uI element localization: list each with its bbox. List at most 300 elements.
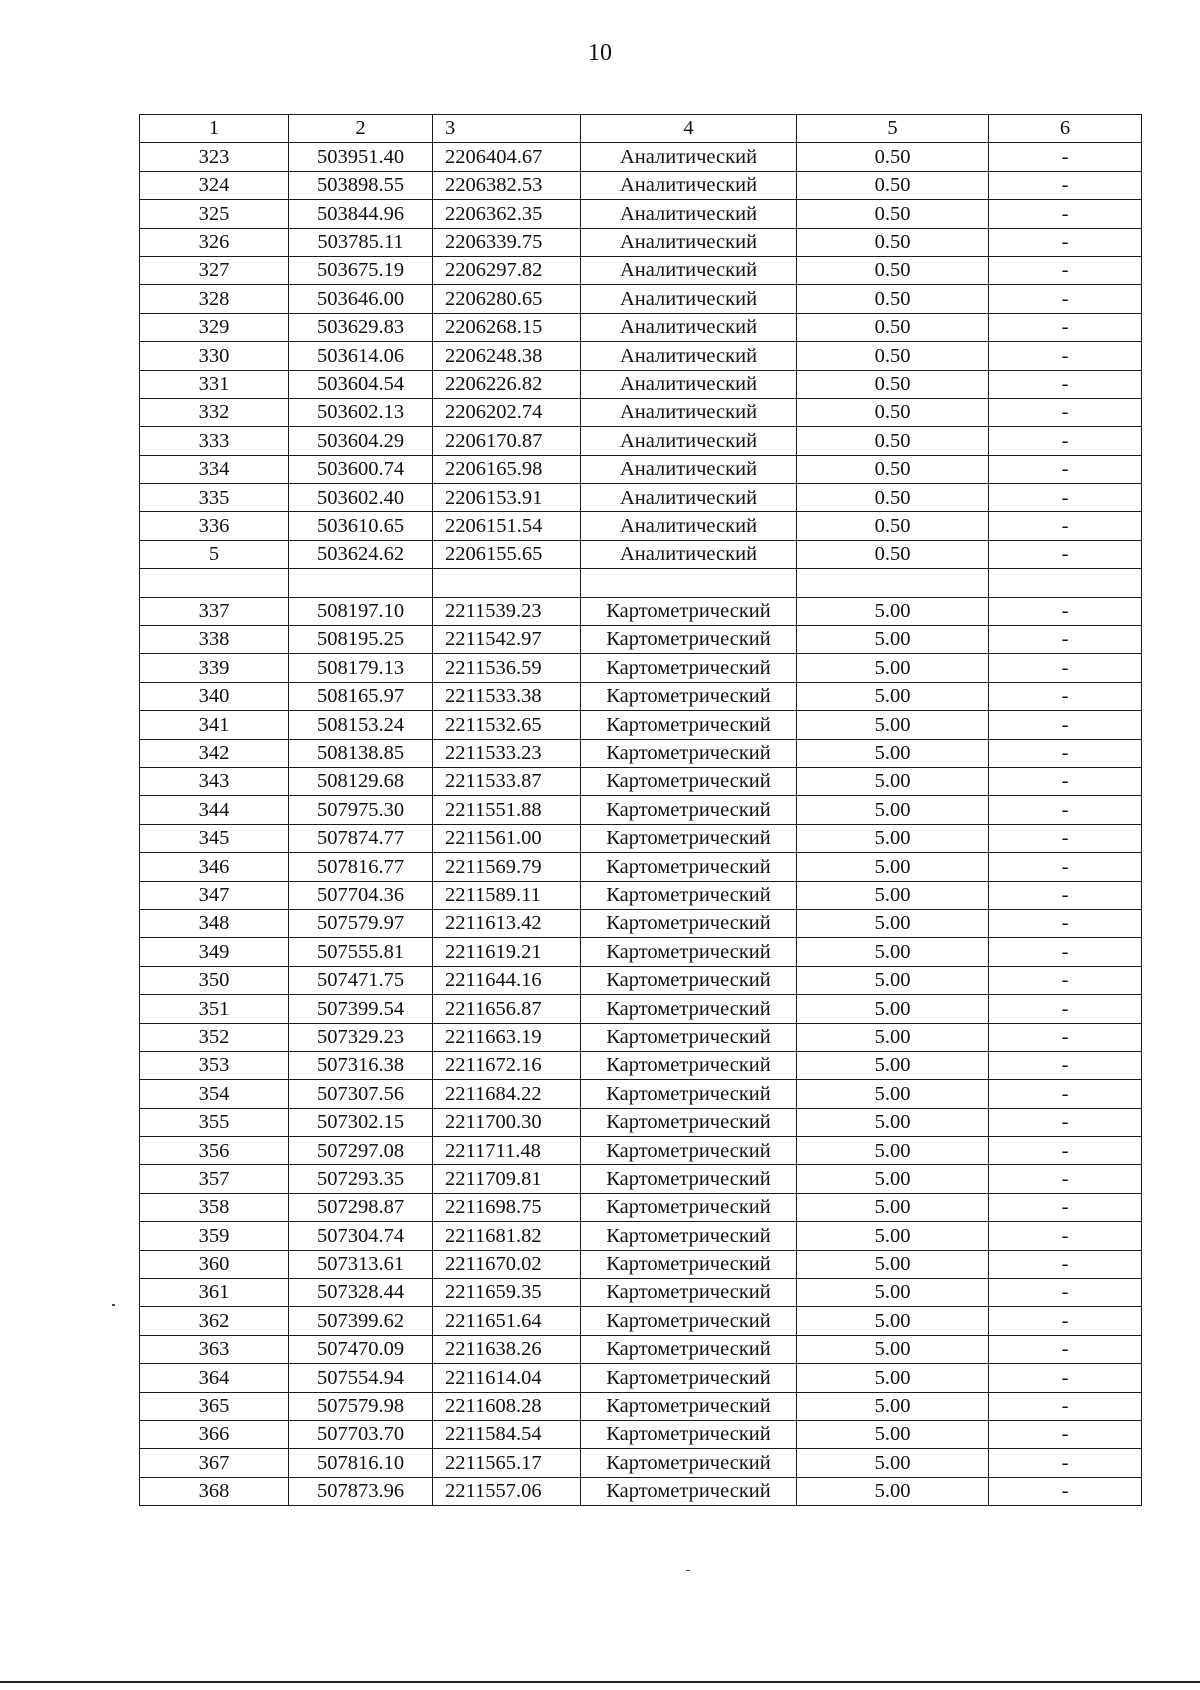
cell-coord-y: 2206165.98 bbox=[433, 455, 581, 483]
cell-point-number: 339 bbox=[140, 654, 289, 682]
cell-point-number: 324 bbox=[140, 171, 289, 199]
cell-note: - bbox=[989, 370, 1142, 398]
cell-coord-y: 2206155.65 bbox=[433, 540, 581, 568]
cell-accuracy: 0.50 bbox=[797, 200, 989, 228]
scan-speck bbox=[686, 1570, 690, 1571]
cell-accuracy: 0.50 bbox=[797, 143, 989, 171]
cell-accuracy: 0.50 bbox=[797, 455, 989, 483]
cell-accuracy: 5.00 bbox=[797, 1165, 989, 1193]
cell-accuracy: 5.00 bbox=[797, 626, 989, 654]
cell-coord-y: 2211638.26 bbox=[433, 1335, 581, 1363]
cell-note: - bbox=[989, 1420, 1142, 1448]
cell-method: Картометрический bbox=[581, 824, 797, 852]
cell-accuracy: 5.00 bbox=[797, 1080, 989, 1108]
cell-coord-y: 2211698.75 bbox=[433, 1193, 581, 1221]
cell-point-number: 352 bbox=[140, 1023, 289, 1051]
cell-point-number: 356 bbox=[140, 1137, 289, 1165]
cell-coord-x: 507298.87 bbox=[289, 1193, 433, 1221]
cell-accuracy: 5.00 bbox=[797, 853, 989, 881]
cell-note: - bbox=[989, 966, 1142, 994]
table-row bbox=[140, 654, 1142, 682]
cell-coord-x: 503675.19 bbox=[289, 256, 433, 284]
cell-coord-x: 503602.40 bbox=[289, 484, 433, 512]
table-row bbox=[140, 853, 1142, 881]
cell-method: Картометрический bbox=[581, 1307, 797, 1335]
cell-method: Аналитический bbox=[581, 427, 797, 455]
cell-coord-x: 503785.11 bbox=[289, 228, 433, 256]
cell-accuracy: 0.50 bbox=[797, 285, 989, 313]
cell-coord-x: 507874.77 bbox=[289, 824, 433, 852]
table-row bbox=[140, 1449, 1142, 1477]
cell-point-number: 351 bbox=[140, 995, 289, 1023]
cell-method: Картометрический bbox=[581, 682, 797, 710]
table-row bbox=[140, 512, 1142, 540]
cell-coord-x: 507302.15 bbox=[289, 1108, 433, 1136]
cell-method: Картометрический bbox=[581, 1364, 797, 1392]
cell-method: Аналитический bbox=[581, 143, 797, 171]
cell-point-number: 326 bbox=[140, 228, 289, 256]
cell-note: - bbox=[989, 1335, 1142, 1363]
cell-coord-y: 2206404.67 bbox=[433, 143, 581, 171]
cell-coord-y: 3 bbox=[433, 115, 581, 143]
cell-accuracy: 5.00 bbox=[797, 824, 989, 852]
cell-note: - bbox=[989, 853, 1142, 881]
cell-note: - bbox=[989, 1080, 1142, 1108]
cell-note: - bbox=[989, 739, 1142, 767]
cell-note: - bbox=[989, 597, 1142, 625]
cell-point-number: 329 bbox=[140, 313, 289, 341]
cell-note: - bbox=[989, 427, 1142, 455]
cell-point-number: 323 bbox=[140, 143, 289, 171]
cell-method bbox=[581, 569, 797, 597]
cell-accuracy: 0.50 bbox=[797, 256, 989, 284]
cell-method: Аналитический bbox=[581, 200, 797, 228]
cell-accuracy: 5.00 bbox=[797, 1307, 989, 1335]
cell-point-number: 346 bbox=[140, 853, 289, 881]
table-row bbox=[140, 1307, 1142, 1335]
cell-method: Картометрический bbox=[581, 1392, 797, 1420]
cell-coord-x: 503604.54 bbox=[289, 370, 433, 398]
cell-coord-x: 507316.38 bbox=[289, 1051, 433, 1079]
cell-coord-y: 2211651.64 bbox=[433, 1307, 581, 1335]
cell-coord-y: 2206248.38 bbox=[433, 342, 581, 370]
cell-coord-y: 2211681.82 bbox=[433, 1222, 581, 1250]
cell-coord-y: 2211619.21 bbox=[433, 938, 581, 966]
table-row bbox=[140, 711, 1142, 739]
cell-method: 4 bbox=[581, 115, 797, 143]
cell-accuracy: 0.50 bbox=[797, 228, 989, 256]
cell-accuracy: 5.00 bbox=[797, 1051, 989, 1079]
cell-method: Аналитический bbox=[581, 370, 797, 398]
cell-coord-x: 508153.24 bbox=[289, 711, 433, 739]
cell-point-number: 367 bbox=[140, 1449, 289, 1477]
table-row bbox=[140, 1364, 1142, 1392]
cell-note: - bbox=[989, 143, 1142, 171]
cell-coord-y: 2211711.48 bbox=[433, 1137, 581, 1165]
cell-accuracy: 0.50 bbox=[797, 370, 989, 398]
cell-note: - bbox=[989, 626, 1142, 654]
table-row bbox=[140, 1193, 1142, 1221]
cell-note: - bbox=[989, 1222, 1142, 1250]
table-row bbox=[140, 1477, 1142, 1505]
table-row bbox=[140, 1392, 1142, 1420]
cell-note: 6 bbox=[989, 115, 1142, 143]
cell-coord-y: 2211684.22 bbox=[433, 1080, 581, 1108]
cell-coord-y: 2206339.75 bbox=[433, 228, 581, 256]
cell-accuracy bbox=[797, 569, 989, 597]
cell-accuracy: 0.50 bbox=[797, 484, 989, 512]
cell-accuracy: 0.50 bbox=[797, 313, 989, 341]
cell-note: - bbox=[989, 171, 1142, 199]
table-row bbox=[140, 228, 1142, 256]
table-row bbox=[140, 455, 1142, 483]
scan-speck bbox=[112, 1304, 115, 1306]
cell-coord-x: 508197.10 bbox=[289, 597, 433, 625]
cell-coord-y: 2211561.00 bbox=[433, 824, 581, 852]
cell-point-number: 363 bbox=[140, 1335, 289, 1363]
cell-point-number: 325 bbox=[140, 200, 289, 228]
cell-note: - bbox=[989, 1165, 1142, 1193]
cell-coord-y: 2206297.82 bbox=[433, 256, 581, 284]
cell-coord-y: 2211565.17 bbox=[433, 1449, 581, 1477]
cell-point-number: 340 bbox=[140, 682, 289, 710]
cell-coord-x: 507307.56 bbox=[289, 1080, 433, 1108]
cell-coord-y: 2206382.53 bbox=[433, 171, 581, 199]
cell-coord-x: 503604.29 bbox=[289, 427, 433, 455]
cell-method: Картометрический bbox=[581, 1477, 797, 1505]
cell-coord-x: 503600.74 bbox=[289, 455, 433, 483]
cell-coord-x: 507329.23 bbox=[289, 1023, 433, 1051]
cell-method: Аналитический bbox=[581, 171, 797, 199]
table-row bbox=[140, 1420, 1142, 1448]
table-row bbox=[140, 427, 1142, 455]
cell-accuracy: 5.00 bbox=[797, 1279, 989, 1307]
cell-point-number: 333 bbox=[140, 427, 289, 455]
cell-coord-x: 507704.36 bbox=[289, 881, 433, 909]
cell-coord-y: 2211539.23 bbox=[433, 597, 581, 625]
cell-point-number: 347 bbox=[140, 881, 289, 909]
cell-coord-x: 503646.00 bbox=[289, 285, 433, 313]
table-row bbox=[140, 540, 1142, 568]
cell-accuracy: 0.50 bbox=[797, 427, 989, 455]
cell-coord-y: 2211533.87 bbox=[433, 767, 581, 795]
table-row bbox=[140, 313, 1142, 341]
cell-point-number: 343 bbox=[140, 767, 289, 795]
cell-point-number bbox=[140, 569, 289, 597]
cell-point-number: 331 bbox=[140, 370, 289, 398]
table-row bbox=[140, 143, 1142, 171]
cell-coord-y: 2211663.19 bbox=[433, 1023, 581, 1051]
table-row bbox=[140, 597, 1142, 625]
cell-note: - bbox=[989, 313, 1142, 341]
cell-point-number: 364 bbox=[140, 1364, 289, 1392]
cell-coord-y: 2211656.87 bbox=[433, 995, 581, 1023]
cell-coord-x: 503629.83 bbox=[289, 313, 433, 341]
cell-point-number: 353 bbox=[140, 1051, 289, 1079]
cell-method: Картометрический bbox=[581, 654, 797, 682]
cell-note: - bbox=[989, 1250, 1142, 1278]
cell-method: Аналитический bbox=[581, 398, 797, 426]
coordinates-table bbox=[139, 114, 1142, 1506]
cell-coord-y: 2211589.11 bbox=[433, 881, 581, 909]
cell-coord-y: 2211542.97 bbox=[433, 626, 581, 654]
cell-note: - bbox=[989, 1051, 1142, 1079]
cell-accuracy: 5.00 bbox=[797, 881, 989, 909]
cell-coord-y: 2211709.81 bbox=[433, 1165, 581, 1193]
cell-method: Картометрический bbox=[581, 909, 797, 937]
cell-accuracy: 5.00 bbox=[797, 1420, 989, 1448]
cell-note: - bbox=[989, 1193, 1142, 1221]
cell-accuracy: 5.00 bbox=[797, 597, 989, 625]
cell-note: - bbox=[989, 455, 1142, 483]
cell-point-number: 366 bbox=[140, 1420, 289, 1448]
cell-coord-y: 2206153.91 bbox=[433, 484, 581, 512]
cell-accuracy: 5.00 bbox=[797, 654, 989, 682]
cell-method: Аналитический bbox=[581, 342, 797, 370]
cell-method: Картометрический bbox=[581, 938, 797, 966]
cell-coord-x: 507471.75 bbox=[289, 966, 433, 994]
cell-accuracy: 5.00 bbox=[797, 966, 989, 994]
cell-accuracy: 5.00 bbox=[797, 1335, 989, 1363]
cell-method: Картометрический bbox=[581, 853, 797, 881]
cell-coord-y: 2211613.42 bbox=[433, 909, 581, 937]
cell-note: - bbox=[989, 881, 1142, 909]
cell-note: - bbox=[989, 256, 1142, 284]
cell-point-number: 359 bbox=[140, 1222, 289, 1250]
cell-method: Картометрический bbox=[581, 626, 797, 654]
cell-coord-y: 2211569.79 bbox=[433, 853, 581, 881]
cell-accuracy: 5.00 bbox=[797, 909, 989, 937]
cell-accuracy: 5.00 bbox=[797, 1392, 989, 1420]
cell-point-number: 338 bbox=[140, 626, 289, 654]
cell-point-number: 360 bbox=[140, 1250, 289, 1278]
cell-coord-y: 2206268.15 bbox=[433, 313, 581, 341]
cell-coord-x: 507399.54 bbox=[289, 995, 433, 1023]
table-row bbox=[140, 1335, 1142, 1363]
cell-method: Картометрический bbox=[581, 1250, 797, 1278]
cell-point-number: 344 bbox=[140, 796, 289, 824]
cell-note: - bbox=[989, 938, 1142, 966]
cell-coord-x: 503951.40 bbox=[289, 143, 433, 171]
table-row bbox=[140, 256, 1142, 284]
cell-point-number: 348 bbox=[140, 909, 289, 937]
cell-accuracy: 5.00 bbox=[797, 1477, 989, 1505]
cell-accuracy: 5.00 bbox=[797, 1364, 989, 1392]
cell-accuracy: 5.00 bbox=[797, 1222, 989, 1250]
cell-coord-x: 507975.30 bbox=[289, 796, 433, 824]
cell-coord-x: 507328.44 bbox=[289, 1279, 433, 1307]
cell-accuracy: 5.00 bbox=[797, 1023, 989, 1051]
cell-coord-x: 507554.94 bbox=[289, 1364, 433, 1392]
cell-accuracy: 0.50 bbox=[797, 171, 989, 199]
cell-method: Картометрический bbox=[581, 1449, 797, 1477]
cell-accuracy: 0.50 bbox=[797, 398, 989, 426]
cell-coord-y: 2211584.54 bbox=[433, 1420, 581, 1448]
cell-coord-x: 507579.98 bbox=[289, 1392, 433, 1420]
cell-coord-y: 2211551.88 bbox=[433, 796, 581, 824]
cell-coord-x: 507816.10 bbox=[289, 1449, 433, 1477]
cell-note: - bbox=[989, 285, 1142, 313]
table-row bbox=[140, 398, 1142, 426]
cell-note: - bbox=[989, 767, 1142, 795]
cell-point-number: 341 bbox=[140, 711, 289, 739]
cell-point-number: 5 bbox=[140, 540, 289, 568]
cell-note: - bbox=[989, 1279, 1142, 1307]
cell-coord-x: 503610.65 bbox=[289, 512, 433, 540]
cell-coord-x: 507703.70 bbox=[289, 1420, 433, 1448]
cell-coord-y: 2211659.35 bbox=[433, 1279, 581, 1307]
cell-coord-y: 2211557.06 bbox=[433, 1477, 581, 1505]
cell-coord-y: 2206151.54 bbox=[433, 512, 581, 540]
cell-point-number: 365 bbox=[140, 1392, 289, 1420]
cell-coord-y: 2206362.35 bbox=[433, 200, 581, 228]
cell-point-number: 342 bbox=[140, 739, 289, 767]
cell-note: - bbox=[989, 682, 1142, 710]
cell-coord-y: 2211533.23 bbox=[433, 739, 581, 767]
cell-note: - bbox=[989, 228, 1142, 256]
table-row bbox=[140, 171, 1142, 199]
cell-accuracy: 5.00 bbox=[797, 938, 989, 966]
cell-coord-x: 503614.06 bbox=[289, 342, 433, 370]
table-row bbox=[140, 626, 1142, 654]
cell-point-number: 337 bbox=[140, 597, 289, 625]
cell-coord-y: 2206280.65 bbox=[433, 285, 581, 313]
cell-coord-x: 2 bbox=[289, 115, 433, 143]
cell-coord-x: 507470.09 bbox=[289, 1335, 433, 1363]
table-row bbox=[140, 739, 1142, 767]
cell-coord-y: 2211533.38 bbox=[433, 682, 581, 710]
cell-method: Аналитический bbox=[581, 313, 797, 341]
cell-note: - bbox=[989, 711, 1142, 739]
cell-method: Картометрический bbox=[581, 1335, 797, 1363]
cell-coord-y: 2211644.16 bbox=[433, 966, 581, 994]
cell-coord-y: 2211614.04 bbox=[433, 1364, 581, 1392]
cell-method: Картометрический bbox=[581, 881, 797, 909]
separator-row bbox=[140, 569, 1142, 597]
cell-method: Картометрический bbox=[581, 597, 797, 625]
cell-point-number: 361 bbox=[140, 1279, 289, 1307]
cell-point-number: 362 bbox=[140, 1307, 289, 1335]
cell-point-number: 334 bbox=[140, 455, 289, 483]
cell-accuracy: 5.00 bbox=[797, 767, 989, 795]
cell-coord-y: 2211532.65 bbox=[433, 711, 581, 739]
cell-point-number: 330 bbox=[140, 342, 289, 370]
cell-point-number: 327 bbox=[140, 256, 289, 284]
table-row bbox=[140, 1137, 1142, 1165]
cell-note: - bbox=[989, 512, 1142, 540]
cell-coord-x: 507304.74 bbox=[289, 1222, 433, 1250]
cell-coord-x: 508179.13 bbox=[289, 654, 433, 682]
table-row bbox=[140, 796, 1142, 824]
cell-accuracy: 5.00 bbox=[797, 796, 989, 824]
cell-coord-x: 508138.85 bbox=[289, 739, 433, 767]
cell-point-number: 357 bbox=[140, 1165, 289, 1193]
cell-coord-x: 507313.61 bbox=[289, 1250, 433, 1278]
cell-method: Картометрический bbox=[581, 1279, 797, 1307]
table-body bbox=[140, 115, 1142, 1506]
cell-coord-y: 2206202.74 bbox=[433, 398, 581, 426]
cell-method: Аналитический bbox=[581, 256, 797, 284]
cell-note: - bbox=[989, 1023, 1142, 1051]
cell-coord-x: 503624.62 bbox=[289, 540, 433, 568]
cell-point-number: 345 bbox=[140, 824, 289, 852]
cell-accuracy: 5.00 bbox=[797, 739, 989, 767]
cell-method: Картометрический bbox=[581, 1023, 797, 1051]
cell-accuracy: 5.00 bbox=[797, 711, 989, 739]
cell-method: Аналитический bbox=[581, 484, 797, 512]
cell-note: - bbox=[989, 342, 1142, 370]
cell-method: Аналитический bbox=[581, 540, 797, 568]
cell-note: - bbox=[989, 1477, 1142, 1505]
cell-method: Картометрический bbox=[581, 1137, 797, 1165]
cell-accuracy: 0.50 bbox=[797, 512, 989, 540]
cell-note: - bbox=[989, 824, 1142, 852]
cell-note: - bbox=[989, 1364, 1142, 1392]
table-row bbox=[140, 824, 1142, 852]
table-row bbox=[140, 1108, 1142, 1136]
cell-coord-x: 507816.77 bbox=[289, 853, 433, 881]
cell-coord-x: 508129.68 bbox=[289, 767, 433, 795]
cell-coord-y: 2211700.30 bbox=[433, 1108, 581, 1136]
table-row bbox=[140, 370, 1142, 398]
cell-method: Картометрический bbox=[581, 1108, 797, 1136]
cell-method: Картометрический bbox=[581, 1420, 797, 1448]
table-row bbox=[140, 995, 1142, 1023]
table-row bbox=[140, 1250, 1142, 1278]
cell-accuracy: 0.50 bbox=[797, 540, 989, 568]
cell-method: Картометрический bbox=[581, 711, 797, 739]
cell-point-number: 368 bbox=[140, 1477, 289, 1505]
cell-coord-x: 507579.97 bbox=[289, 909, 433, 937]
cell-coord-x: 503844.96 bbox=[289, 200, 433, 228]
cell-point-number: 328 bbox=[140, 285, 289, 313]
cell-accuracy: 5.00 bbox=[797, 682, 989, 710]
cell-coord-y: 2211536.59 bbox=[433, 654, 581, 682]
cell-note: - bbox=[989, 654, 1142, 682]
cell-method: Аналитический bbox=[581, 285, 797, 313]
cell-accuracy: 5.00 bbox=[797, 1193, 989, 1221]
cell-coord-y: 2211670.02 bbox=[433, 1250, 581, 1278]
cell-point-number: 336 bbox=[140, 512, 289, 540]
cell-coord-x: 507297.08 bbox=[289, 1137, 433, 1165]
table-row bbox=[140, 909, 1142, 937]
cell-method: Картометрический bbox=[581, 966, 797, 994]
cell-point-number: 350 bbox=[140, 966, 289, 994]
cell-method: Картометрический bbox=[581, 1222, 797, 1250]
cell-method: Картометрический bbox=[581, 767, 797, 795]
cell-note: - bbox=[989, 796, 1142, 824]
cell-note: - bbox=[989, 995, 1142, 1023]
cell-method: Картометрический bbox=[581, 1080, 797, 1108]
table-row bbox=[140, 682, 1142, 710]
cell-coord-y: 2211608.28 bbox=[433, 1392, 581, 1420]
cell-note: - bbox=[989, 200, 1142, 228]
cell-note: - bbox=[989, 484, 1142, 512]
cell-point-number: 349 bbox=[140, 938, 289, 966]
cell-accuracy: 5.00 bbox=[797, 1449, 989, 1477]
cell-note: - bbox=[989, 540, 1142, 568]
cell-method: Картометрический bbox=[581, 1165, 797, 1193]
cell-coord-x: 503602.13 bbox=[289, 398, 433, 426]
cell-note bbox=[989, 569, 1142, 597]
table-row bbox=[140, 1023, 1142, 1051]
page-number: 10 bbox=[588, 40, 612, 66]
cell-method: Аналитический bbox=[581, 512, 797, 540]
table-row bbox=[140, 285, 1142, 313]
cell-coord-x: 507555.81 bbox=[289, 938, 433, 966]
table-row bbox=[140, 1222, 1142, 1250]
table-row bbox=[140, 881, 1142, 909]
